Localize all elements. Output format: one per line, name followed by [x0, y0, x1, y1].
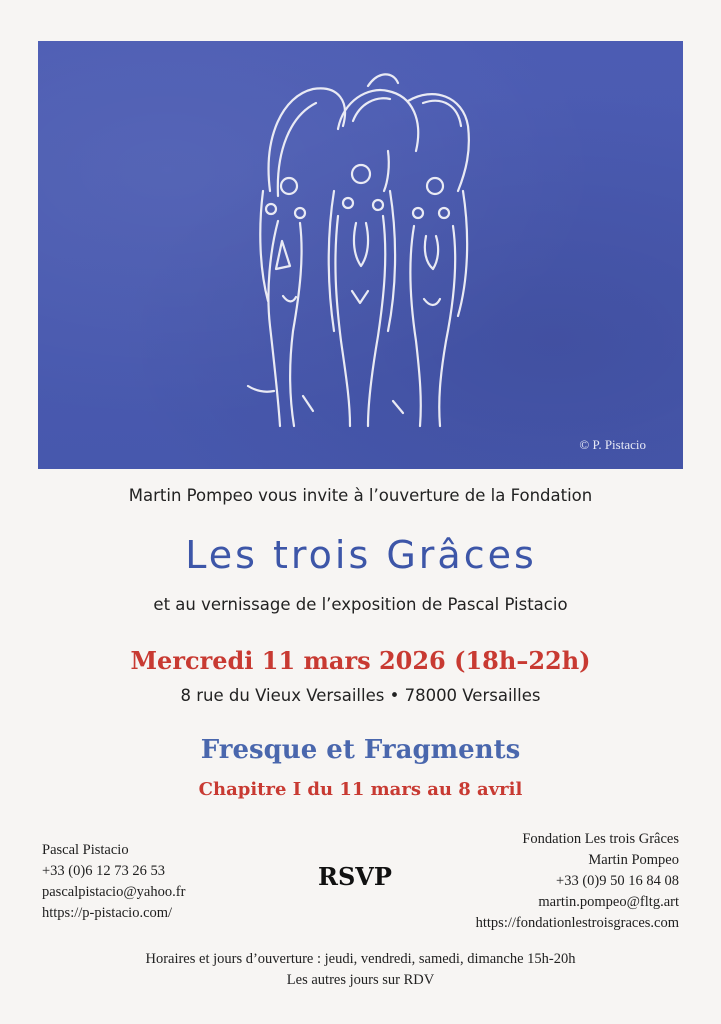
event-date: Mercredi 11 mars 2026 (18h–22h)	[130, 646, 591, 675]
exhibition-title: Fresque et Fragments	[200, 735, 521, 765]
by-appointment-line: Les autres jours sur RDV	[286, 972, 435, 988]
foundation-email[interactable]: martin.pompeo@fltg.art	[538, 894, 679, 910]
artist-contact	[42, 840, 185, 924]
foundation-name: Les trois Grâces	[184, 533, 537, 577]
artist-website[interactable]: https://p-pistacio.com/	[42, 905, 173, 921]
foundation-logo	[0, 526, 721, 580]
foundation-contact	[476, 829, 679, 934]
foundation-phone[interactable]: +33 (0)9 50 16 84 08	[556, 873, 679, 889]
opening-hours	[0, 949, 721, 991]
foundation-website[interactable]: https://fondationlestroisgraces.com	[475, 915, 679, 931]
artwork-three-graces	[38, 41, 683, 469]
artist-name: Pascal Pistacio	[42, 842, 129, 858]
invitation-line: Martin Pompeo vous invite à l’ouverture de la Fondation	[128, 486, 593, 505]
foundation-organization: Fondation Les trois Grâces	[522, 831, 679, 847]
artist-email[interactable]: pascalpistacio@yahoo.fr	[42, 884, 186, 900]
three-graces-drawing	[38, 41, 683, 469]
vernissage-line: et au vernissage de l’exposition de Pascal Pistacio	[153, 595, 568, 614]
rsvp-label: RSVP	[318, 862, 392, 891]
exhibition-chapter: Chapitre I du 11 mars au 8 avril	[198, 779, 523, 800]
event-address: 8 rue du Vieux Versailles • 78000 Versailles	[180, 686, 541, 705]
artwork-credit: © P. Pistacio	[579, 437, 646, 452]
opening-hours-line: Horaires et jours d’ouverture : jeudi, vendredi, samedi, dimanche 15h-20h	[145, 951, 576, 967]
artist-phone[interactable]: +33 (0)6 12 73 26 53	[42, 863, 165, 879]
foundation-contact-name: Martin Pompeo	[588, 852, 679, 868]
foundation-logo-lettering	[171, 526, 551, 580]
